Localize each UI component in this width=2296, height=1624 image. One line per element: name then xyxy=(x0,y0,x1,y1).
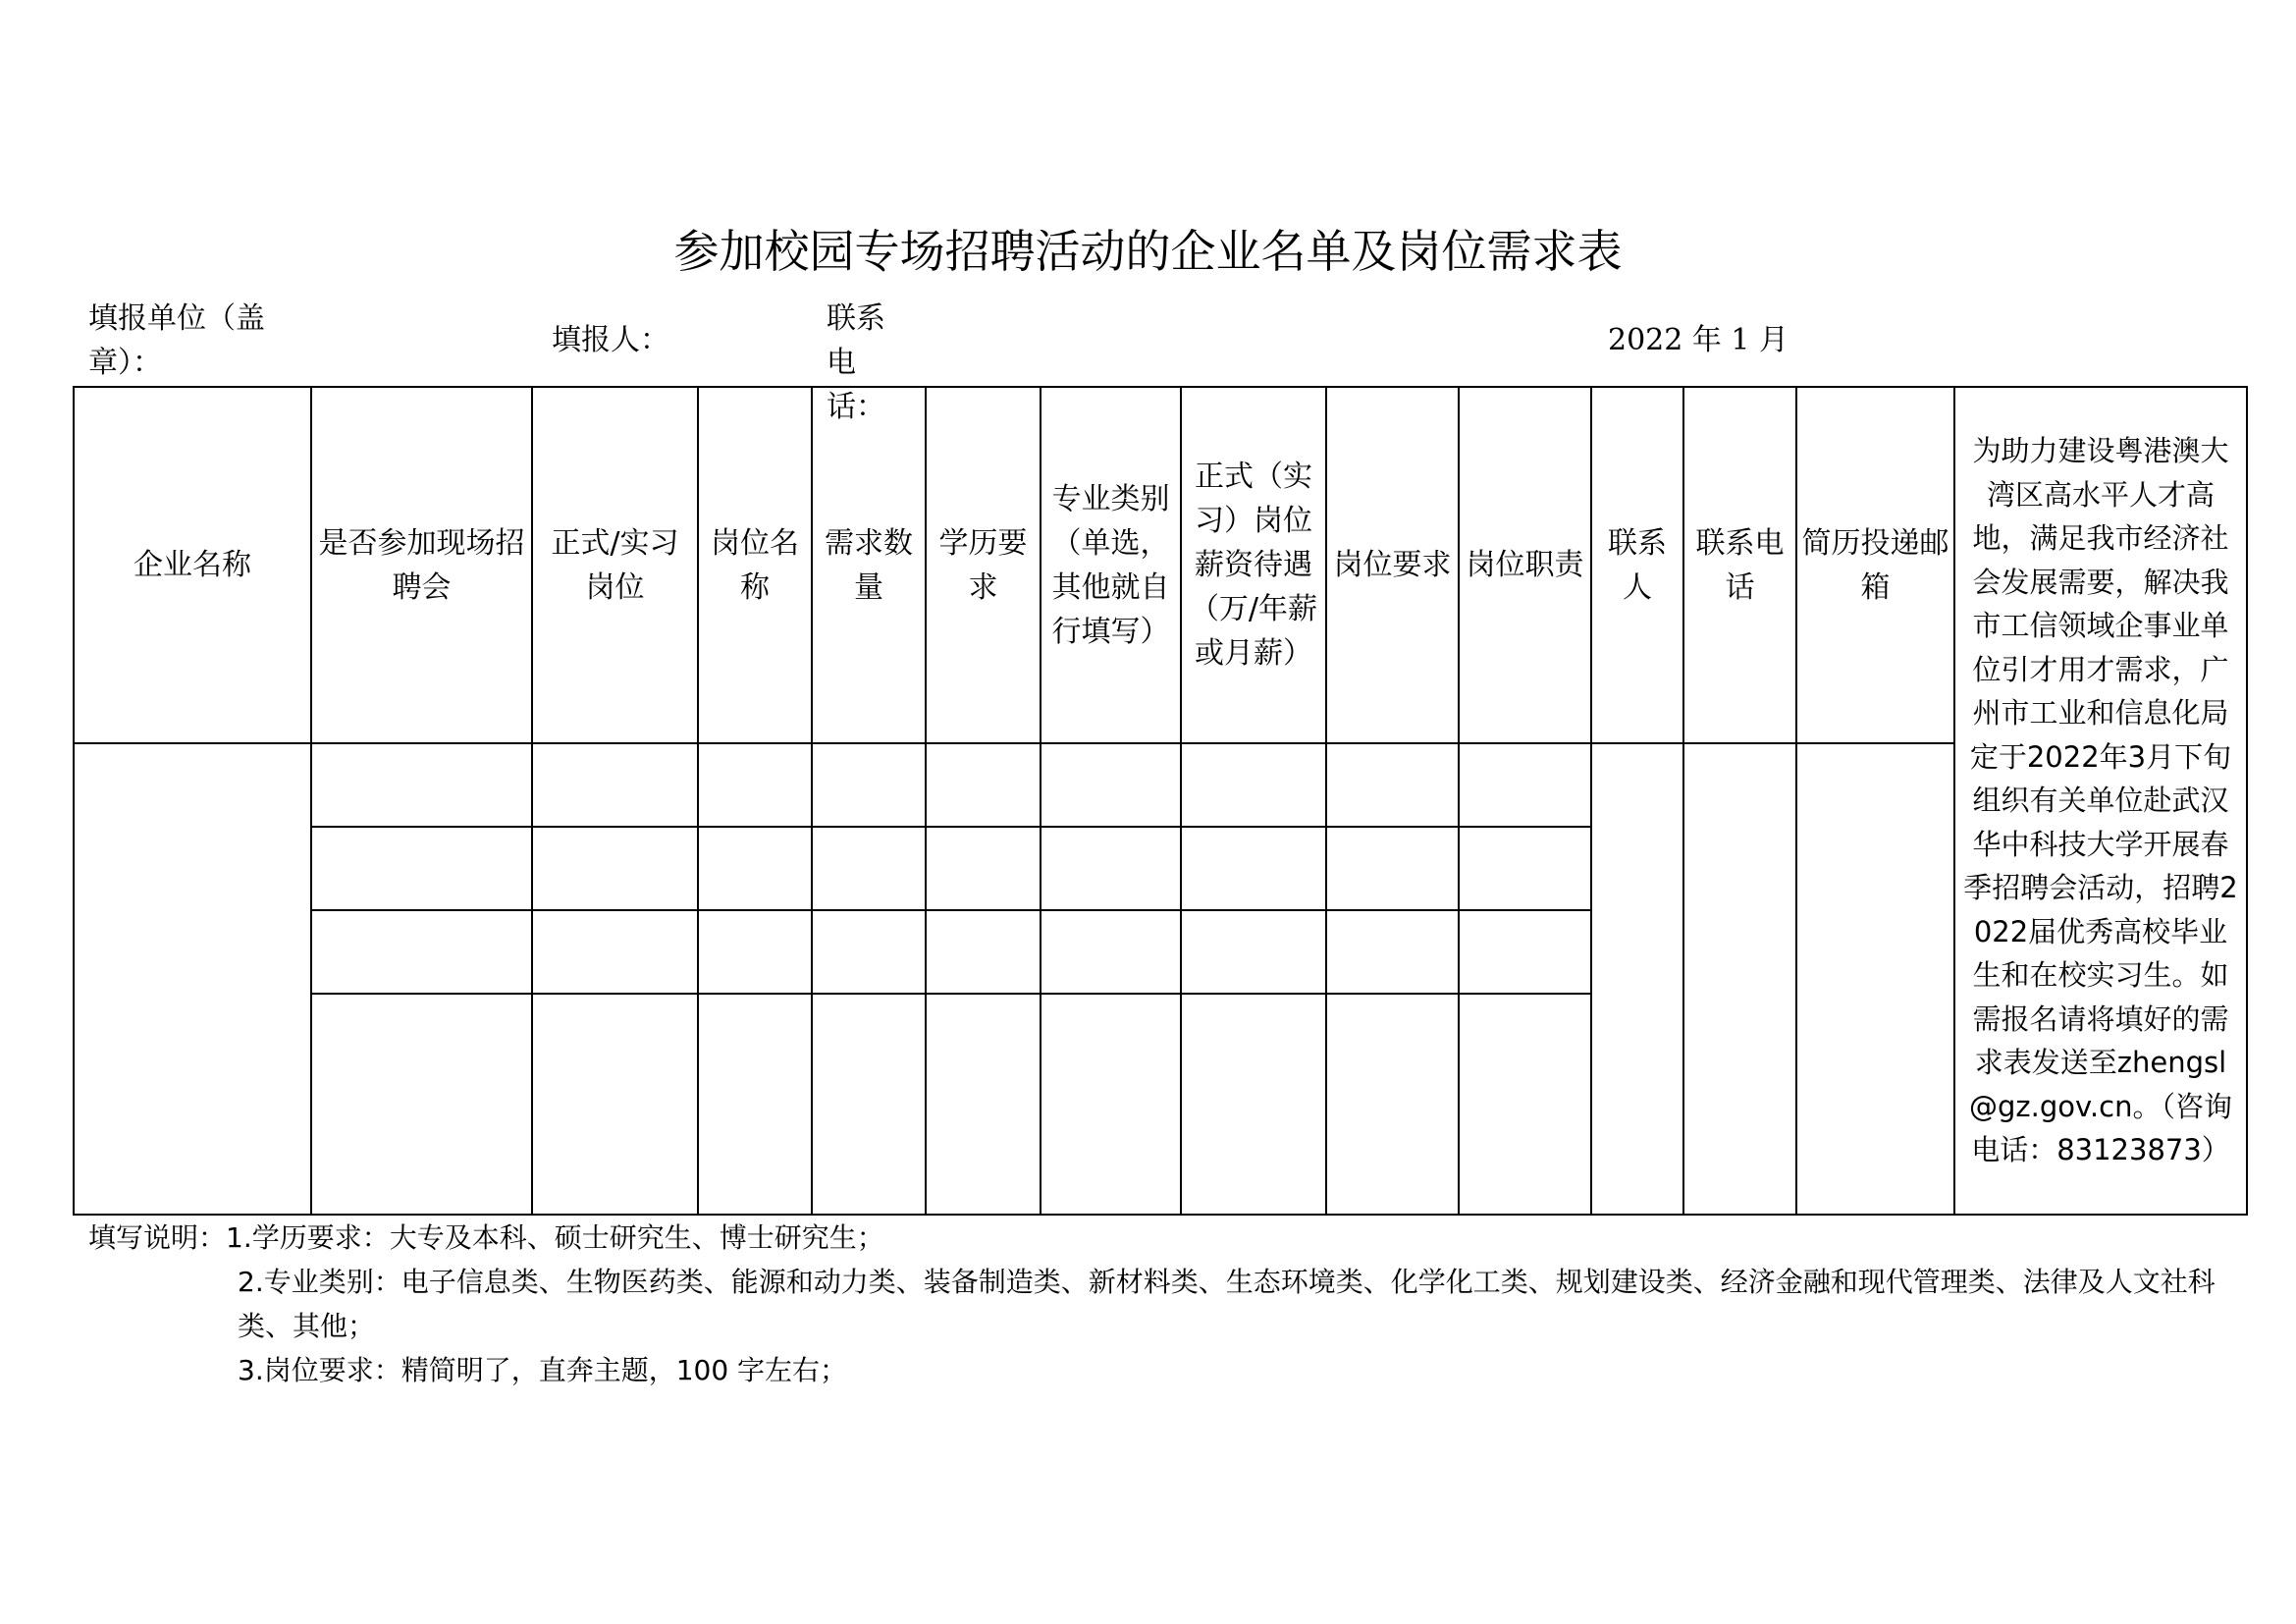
instruction-major: 2.专业类别：电子信息类、生物医药类、能源和动力类、装备制造类、新材料类、生态环境类、化学化工类、规划建设类、经济金融和现代管理类、法律及人文社科类、其他； xyxy=(238,1266,2216,1342)
table-cell[interactable] xyxy=(926,994,1041,1215)
table-cell[interactable] xyxy=(1041,994,1181,1215)
contact-phone-cell[interactable] xyxy=(1683,743,1796,1215)
table-cell[interactable] xyxy=(812,827,926,910)
header-requirements: 岗位要求 xyxy=(1326,387,1459,743)
table-cell[interactable] xyxy=(1326,827,1459,910)
table-cell[interactable] xyxy=(926,827,1041,910)
table-cell[interactable] xyxy=(1459,827,1591,910)
fill-unit-label: 填报单位（盖章）： xyxy=(88,301,265,380)
table-cell[interactable] xyxy=(926,743,1041,827)
table-cell[interactable] xyxy=(812,910,926,994)
header-demand-count: 需求数量 xyxy=(812,387,926,743)
header-duties: 岗位职责 xyxy=(1459,387,1591,743)
header-position-name: 岗位名称 xyxy=(698,387,812,743)
table-cell[interactable] xyxy=(698,827,812,910)
table-cell[interactable] xyxy=(311,994,532,1215)
table-row xyxy=(74,743,2247,827)
table-cell[interactable] xyxy=(812,743,926,827)
contact-phone-label: 联系电话： xyxy=(827,301,885,424)
table-cell[interactable] xyxy=(1041,743,1181,827)
table-cell[interactable] xyxy=(532,910,698,994)
table-cell[interactable] xyxy=(1326,910,1459,994)
fill-person-label: 填报人： xyxy=(552,323,669,357)
table-cell[interactable] xyxy=(1181,994,1326,1215)
page-title: 参加校园专场招聘活动的企业名单及岗位需求表 xyxy=(673,225,1623,278)
table-cell[interactable] xyxy=(926,910,1041,994)
header-join-fair: 是否参加现场招聘会 xyxy=(311,387,532,743)
header-company-name: 企业名称 xyxy=(74,387,311,743)
header-resume-email: 简历投递邮箱 xyxy=(1796,387,1954,743)
table-cell[interactable] xyxy=(1041,827,1181,910)
table-cell[interactable] xyxy=(1041,910,1181,994)
table-cell[interactable] xyxy=(698,994,812,1215)
resume-email-cell[interactable] xyxy=(1796,743,1954,1215)
header-contact-phone: 联系电话 xyxy=(1683,387,1796,743)
side-note: 为助力建设粤港澳大湾区高水平人才高地，满足我市经济社会发展需要，解决我市工信领域企事业单位引才用才需求，广州市工业和信息化局定于2022年3月下旬组织有关单位赴武汉华中科技大学开展春季招聘会活动，招聘2022届优秀高校毕业生和在校实习生。如需报名请将填好的需求表发送至zhengsl@gz.gov.cn。（咨询电话：83123873） xyxy=(1954,387,2247,1215)
table-cell[interactable] xyxy=(311,827,532,910)
company-name-cell[interactable] xyxy=(74,743,311,1215)
table-cell[interactable] xyxy=(812,994,926,1215)
fill-instructions xyxy=(88,1216,2234,1392)
table-cell[interactable] xyxy=(698,910,812,994)
table-cell[interactable] xyxy=(532,743,698,827)
table-cell[interactable] xyxy=(698,743,812,827)
table-cell[interactable] xyxy=(311,910,532,994)
header-major-category: 专业类别（单选，其他就自行填写） xyxy=(1041,387,1181,743)
table-cell[interactable] xyxy=(1459,910,1591,994)
table-cell[interactable] xyxy=(1181,743,1326,827)
table-cell[interactable] xyxy=(1459,994,1591,1215)
table-cell[interactable] xyxy=(1181,910,1326,994)
table-cell[interactable] xyxy=(1181,827,1326,910)
form-date: 2022 年 1 月 xyxy=(1608,323,1789,357)
header-salary: 正式（实习）岗位薪资待遇（万/年薪或月薪） xyxy=(1181,387,1326,743)
table-cell[interactable] xyxy=(1326,743,1459,827)
header-position-type: 正式/实习岗位 xyxy=(532,387,698,743)
instruction-education: 填写说明：1.学历要求：大专及本科、硕士研究生、博士研究生； xyxy=(88,1221,884,1254)
table-header-row xyxy=(74,387,2247,743)
table-cell[interactable] xyxy=(311,743,532,827)
table-cell[interactable] xyxy=(532,994,698,1215)
header-education: 学历要求 xyxy=(926,387,1041,743)
header-contact-person: 联系人 xyxy=(1591,387,1683,743)
demand-table xyxy=(73,386,2248,1216)
contact-person-cell[interactable] xyxy=(1591,743,1683,1215)
table-cell[interactable] xyxy=(1326,994,1459,1215)
instruction-requirements: 3.岗位要求：精简明了，直奔主题，100 字左右； xyxy=(238,1354,848,1386)
table-cell[interactable] xyxy=(1459,743,1591,827)
table-cell[interactable] xyxy=(532,827,698,910)
